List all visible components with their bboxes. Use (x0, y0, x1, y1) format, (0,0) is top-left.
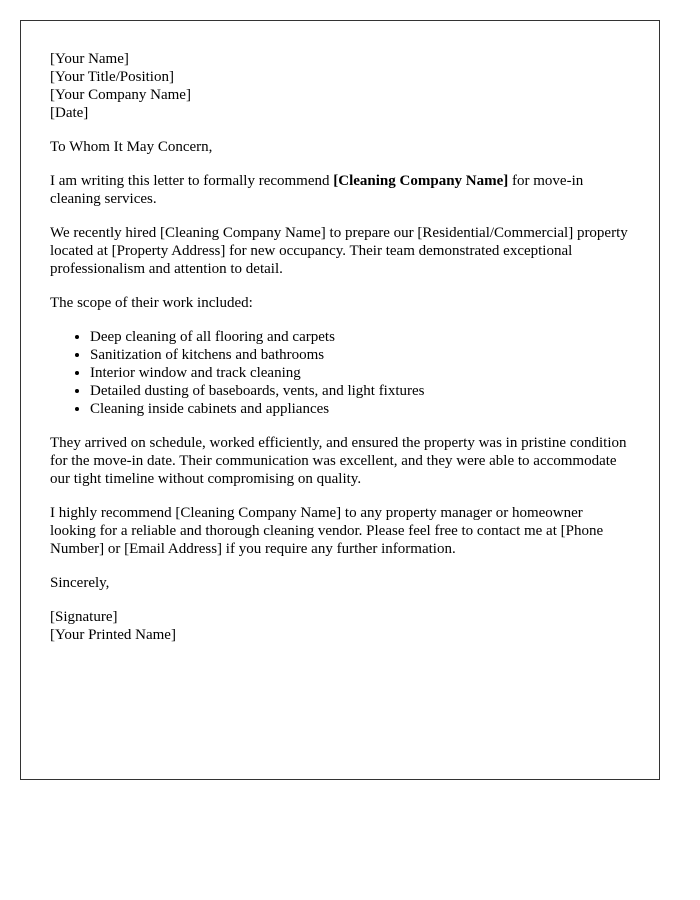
scope-item: • Cleaning inside cabinets and appliances (90, 400, 632, 418)
recommendation-paragraph: I highly recommend [Cleaning Company Name] to any property manager or homeowner looking for a reliable and thorough cleaning vendor. Please feel free to contact me at [Phone Number] or [Email Address] if you require any further information. (50, 505, 604, 557)
scope-intro: The scope of their work included: (50, 295, 253, 311)
closing: Sincerely, (50, 575, 110, 591)
sender-title: [Your Title/Position] (50, 69, 174, 85)
signature-block (50, 608, 632, 644)
performance-paragraph: They arrived on schedule, worked efficiently, and ensured the property was in pristine condition for the move-in date. Their communication was excellent, and they were able to accommodate our tight timeline without compromising on quality. (50, 435, 627, 487)
company-name-bold: [Cleaning Company Name] (333, 173, 509, 189)
salutation: To Whom It May Concern, (50, 139, 213, 155)
hiring-paragraph: We recently hired [Cleaning Company Name] to prepare our [Residential/Commercial] property located at [Property Address] for new occupancy. Their team demonstrated exceptional professionalism and attention to detail. (50, 225, 628, 277)
printed-name: [Your Printed Name] (50, 627, 176, 643)
signature-line: [Signature] (50, 609, 118, 625)
sender-block (50, 50, 632, 122)
scope-item: • Sanitization of kitchens and bathrooms (90, 346, 632, 364)
letter-date: [Date] (50, 105, 89, 121)
sender-name: [Your Name] (50, 51, 129, 67)
sender-company: [Your Company Name] (50, 87, 191, 103)
scope-item: • Interior window and track cleaning (90, 364, 632, 382)
scope-list (50, 328, 632, 418)
intro-paragraph (50, 172, 632, 208)
scope-item: • Deep cleaning of all flooring and carpets (90, 328, 632, 346)
scope-item: • Detailed dusting of baseboards, vents, and light fixtures (90, 382, 632, 400)
letter-page (20, 20, 660, 780)
letter-body (50, 50, 632, 660)
intro-text-after: for move-in cleaning services. (50, 173, 584, 207)
intro-text-before: I am writing this letter to formally recommend (50, 173, 334, 189)
